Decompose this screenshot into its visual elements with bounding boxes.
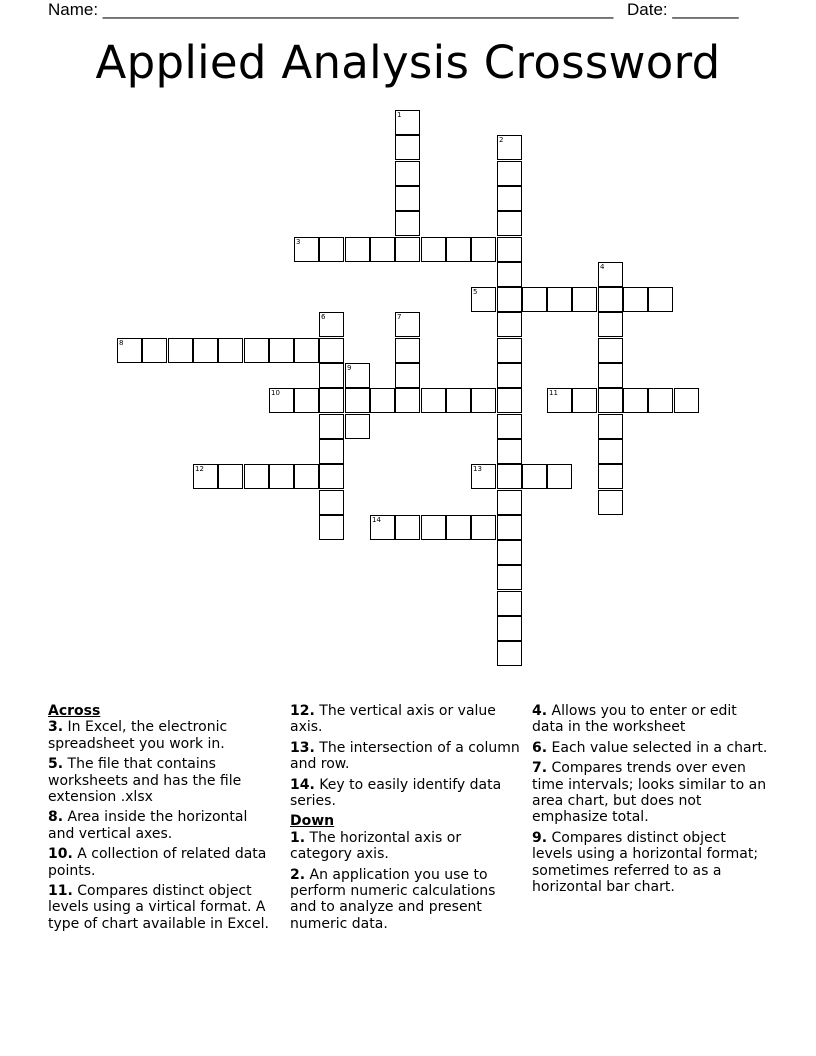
clues-column-3 (532, 703, 768, 899)
date-field-line: Date: _______ (627, 0, 739, 19)
grid-cell[interactable] (294, 338, 319, 363)
clue-number: 4. (532, 703, 548, 719)
grid-cell[interactable] (395, 211, 420, 236)
clue-number: 14. (290, 776, 315, 793)
cell-number: 14 (372, 516, 381, 524)
grid-cell[interactable] (623, 287, 648, 312)
clue-text: An application you use to perform numeric calculations and to analyze and present numeric data. (290, 866, 496, 932)
clue-down-7 (532, 760, 768, 826)
grid-cell[interactable] (446, 237, 471, 262)
grid-cell[interactable] (421, 515, 446, 540)
grid-cell[interactable] (294, 388, 319, 413)
clue-text: Each value selected in a chart. (551, 739, 768, 756)
grid-cell[interactable] (319, 338, 344, 363)
grid-cell[interactable] (648, 388, 673, 413)
grid-cell[interactable] (269, 388, 294, 413)
clue-across-3 (48, 719, 276, 752)
grid-cell[interactable] (395, 161, 420, 186)
grid-cell[interactable] (345, 388, 370, 413)
down-heading: Down (290, 813, 335, 830)
clue-across-5 (48, 756, 276, 805)
grid-cell[interactable] (598, 287, 623, 312)
grid-cell[interactable] (623, 388, 648, 413)
grid-cell[interactable] (598, 490, 623, 515)
cell-number: 6 (321, 313, 326, 321)
grid-cell[interactable] (471, 388, 496, 413)
clue-text: Compares trends over even time intervals; looks similar to an area chart, but does not emphasize total. (532, 760, 767, 826)
grid-cell[interactable] (319, 464, 344, 489)
grid-cell[interactable] (446, 388, 471, 413)
grid-cell[interactable] (395, 186, 420, 211)
grid-cell[interactable] (421, 388, 446, 413)
grid-cell[interactable] (522, 464, 547, 489)
grid-cell[interactable] (395, 338, 420, 363)
clue-number: 5. (48, 756, 64, 773)
clue-text: Compares distinct object levels using a virtical format. A type of chart available in Excel. (48, 883, 269, 932)
grid-cell[interactable] (319, 515, 344, 540)
grid-cell[interactable] (598, 388, 623, 413)
grid-cell[interactable] (244, 464, 269, 489)
clue-across-12 (290, 703, 522, 736)
clue-number: 8. (48, 809, 64, 826)
page-title: Applied Analysis Crossword (95, 36, 721, 89)
cell-number: 7 (397, 313, 402, 321)
grid-cell[interactable] (497, 439, 522, 464)
grid-cell[interactable] (497, 135, 522, 160)
clue-number: 12. (290, 703, 315, 719)
grid-cell[interactable] (319, 237, 344, 262)
clue-number: 13. (290, 739, 315, 756)
grid-cell[interactable] (142, 338, 167, 363)
grid-cell[interactable] (294, 237, 319, 262)
grid-cell[interactable] (522, 287, 547, 312)
grid-cell[interactable] (598, 262, 623, 287)
clue-text: The horizontal axis or category axis. (290, 829, 462, 863)
grid-cell[interactable] (244, 338, 269, 363)
grid-cell[interactable] (319, 439, 344, 464)
clues-column-2 (290, 703, 522, 936)
grid-cell[interactable] (471, 287, 496, 312)
clue-number: 6. (532, 739, 548, 756)
grid-cell[interactable] (598, 439, 623, 464)
grid-cell[interactable] (319, 490, 344, 515)
grid-cell[interactable] (319, 312, 344, 337)
clue-down-9 (532, 830, 768, 896)
grid-cell[interactable] (497, 312, 522, 337)
grid-cell[interactable] (269, 464, 294, 489)
clue-down-4 (532, 703, 768, 736)
clue-text: In Excel, the electronic spreadsheet you work in. (48, 719, 228, 752)
grid-cell[interactable] (319, 388, 344, 413)
grid-cell[interactable] (648, 287, 673, 312)
cell-number: 5 (473, 288, 478, 296)
clue-across-14 (290, 777, 522, 810)
grid-cell[interactable] (269, 338, 294, 363)
grid-cell[interactable] (294, 464, 319, 489)
grid-cell[interactable] (345, 237, 370, 262)
clue-down-6 (532, 740, 768, 756)
clue-across-11 (48, 883, 276, 932)
grid-cell[interactable] (471, 237, 496, 262)
grid-cell[interactable] (117, 338, 142, 363)
grid-cell[interactable] (497, 414, 522, 439)
clue-text: Compares distinct object levels using a horizontal format; sometimes referred to as a horizontal bar chart. (532, 829, 759, 896)
clue-text: Allows you to enter or edit data in the worksheet (532, 703, 737, 736)
cell-number: 10 (271, 389, 280, 397)
grid-cell[interactable] (345, 363, 370, 388)
clue-text: The vertical axis or value axis. (290, 703, 496, 736)
cell-number: 11 (549, 389, 558, 397)
clue-text: A collection of related data points. (48, 846, 267, 879)
clue-number: 10. (48, 846, 73, 863)
clue-text: Key to easily identify data series. (290, 776, 502, 810)
grid-cell[interactable] (497, 515, 522, 540)
clue-number: 2. (290, 866, 306, 883)
grid-cell[interactable] (598, 338, 623, 363)
clue-number: 7. (532, 760, 548, 777)
grid-cell[interactable] (395, 110, 420, 135)
grid-cell[interactable] (370, 237, 395, 262)
grid-cell[interactable] (497, 237, 522, 262)
clue-across-10 (48, 846, 276, 879)
grid-cell[interactable] (572, 287, 597, 312)
grid-cell[interactable] (497, 363, 522, 388)
clues-column-1 (48, 703, 276, 936)
grid-cell[interactable] (446, 515, 471, 540)
clue-number: 1. (290, 829, 306, 846)
grid-cell[interactable] (395, 388, 420, 413)
cell-number: 1 (397, 111, 402, 119)
cell-number: 3 (296, 238, 301, 246)
grid-cell[interactable] (497, 565, 522, 590)
grid-cell[interactable] (598, 464, 623, 489)
clue-across-13 (290, 740, 522, 773)
grid-cell[interactable] (497, 490, 522, 515)
grid-cell[interactable] (547, 287, 572, 312)
grid-cell[interactable] (497, 262, 522, 287)
grid-cell[interactable] (395, 363, 420, 388)
grid-cell[interactable] (168, 338, 193, 363)
clue-number: 3. (48, 719, 64, 736)
grid-cell[interactable] (497, 616, 522, 641)
grid-cell[interactable] (674, 388, 699, 413)
grid-cell[interactable] (395, 237, 420, 262)
grid-cell[interactable] (497, 464, 522, 489)
cell-number: 2 (499, 136, 504, 144)
clue-across-8 (48, 809, 276, 842)
grid-cell[interactable] (193, 464, 218, 489)
grid-cell[interactable] (497, 338, 522, 363)
clue-number: 9. (532, 829, 548, 846)
grid-cell[interactable] (218, 464, 243, 489)
cell-number: 13 (473, 465, 482, 473)
grid-cell[interactable] (395, 515, 420, 540)
grid-cell[interactable] (497, 388, 522, 413)
cell-number: 8 (119, 339, 124, 347)
grid-cell[interactable] (598, 363, 623, 388)
cell-number: 9 (347, 364, 352, 372)
cell-number: 12 (195, 465, 204, 473)
clue-number: 11. (48, 883, 73, 900)
grid-cell[interactable] (370, 388, 395, 413)
grid-cell[interactable] (345, 414, 370, 439)
across-heading: Across (48, 703, 101, 719)
clue-down-1 (290, 830, 522, 863)
cell-number: 4 (600, 263, 605, 271)
grid-cell[interactable] (319, 414, 344, 439)
grid-cell[interactable] (497, 287, 522, 312)
grid-cell[interactable] (598, 414, 623, 439)
clue-down-2 (290, 867, 522, 933)
grid-cell[interactable] (497, 211, 522, 236)
grid-cell[interactable] (497, 641, 522, 666)
grid-cell[interactable] (370, 515, 395, 540)
grid-cell[interactable] (395, 135, 420, 160)
grid-cell[interactable] (395, 312, 420, 337)
grid-cell[interactable] (471, 515, 496, 540)
name-field-line: Name: ______________________________________________________ (48, 0, 614, 19)
grid-cell[interactable] (218, 338, 243, 363)
grid-cell[interactable] (598, 312, 623, 337)
grid-cell[interactable] (319, 363, 344, 388)
clue-text: Area inside the horizontal and vertical axes. (48, 809, 248, 842)
grid-cell[interactable] (547, 464, 572, 489)
grid-cell[interactable] (497, 161, 522, 186)
grid-cell[interactable] (572, 388, 597, 413)
grid-cell[interactable] (421, 237, 446, 262)
grid-cell[interactable] (497, 591, 522, 616)
grid-cell[interactable] (547, 388, 572, 413)
grid-cell[interactable] (193, 338, 218, 363)
clue-text: The file that contains worksheets and has the file extension .xlsx (48, 756, 242, 806)
grid-cell[interactable] (471, 464, 496, 489)
grid-cell[interactable] (497, 186, 522, 211)
grid-cell[interactable] (497, 540, 522, 565)
clue-text: The intersection of a column and row. (290, 739, 520, 773)
